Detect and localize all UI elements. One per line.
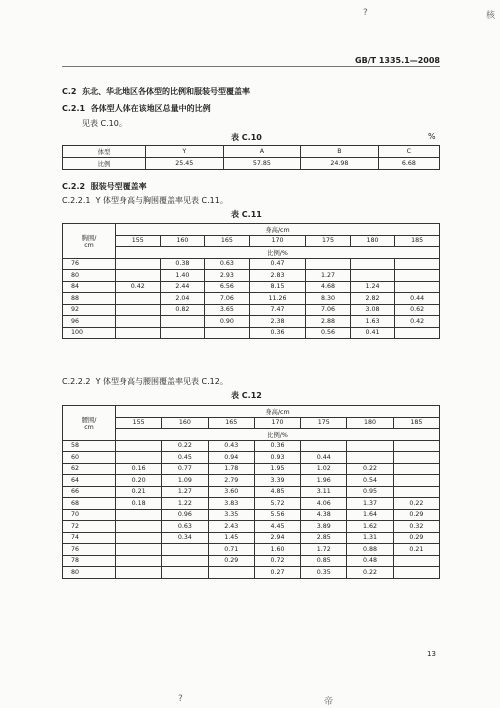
- header-cell: 体型: [63, 146, 146, 158]
- table-cell: 0.29: [393, 509, 439, 521]
- row-label: 76: [63, 258, 116, 270]
- corner-mark-right: 核: [486, 11, 496, 21]
- table-cell: 6.56: [205, 281, 250, 293]
- table-cell: 0.48: [347, 555, 393, 567]
- row-label: 74: [63, 532, 116, 544]
- table-row: [63, 555, 440, 567]
- height-cell: 160: [160, 235, 205, 247]
- table-cell: 4.38: [301, 509, 347, 521]
- table-cell: 3.39: [254, 475, 300, 487]
- table-cell: 0.32: [393, 521, 439, 533]
- table-cell: 1.60: [254, 544, 300, 556]
- table-cell: 11.26: [249, 293, 305, 305]
- table-cell: [393, 463, 439, 475]
- row-label: 100: [63, 327, 116, 339]
- table-row: [63, 258, 440, 270]
- section-c21-text: 见表 C.10。: [82, 119, 127, 128]
- table-cell: [347, 440, 393, 452]
- height-cell: 180: [347, 417, 393, 429]
- table-cell: 5.56: [254, 509, 300, 521]
- table-cell: 4.85: [254, 486, 300, 498]
- table-cell: 3.89: [301, 521, 347, 533]
- table-cell: [162, 544, 208, 556]
- table-cell: 5.72: [254, 498, 300, 510]
- table-row: [63, 544, 440, 556]
- table-cell: [116, 440, 162, 452]
- table-cell: 0.45: [162, 452, 208, 464]
- table-cell: 0.71: [208, 544, 254, 556]
- table-cell: [395, 270, 440, 282]
- row-label: 70: [63, 509, 116, 521]
- table-cell: [116, 509, 162, 521]
- section-title: 服装号型覆盖率: [90, 182, 147, 191]
- table-cell: 0.41: [350, 327, 395, 339]
- table-cell: [116, 316, 161, 328]
- table-cell: 2.93: [205, 270, 250, 282]
- table-cell: 0.72: [254, 555, 300, 567]
- height-cell: 185: [393, 417, 439, 429]
- table-cell: 0.21: [393, 544, 439, 556]
- table-cell: [116, 567, 162, 579]
- table-cell: 1.96: [301, 475, 347, 487]
- height-header: 身高/cm: [116, 224, 440, 236]
- table-cell: 0.22: [162, 440, 208, 452]
- table-cell: 4.68: [306, 281, 351, 293]
- table-cell: 0.95: [347, 486, 393, 498]
- table-row: [63, 158, 440, 170]
- section-number: C.2: [62, 87, 77, 96]
- table-row: [63, 567, 440, 579]
- section-text: Y 体型身高与腰围覆盖率见表 C.12。: [95, 377, 228, 386]
- table-cell: 0.63: [205, 258, 250, 270]
- header-cell: A: [223, 146, 301, 158]
- table-cell: [116, 452, 162, 464]
- table-c11-title: 表 C.11: [231, 210, 262, 219]
- table-cell: 0.85: [301, 555, 347, 567]
- table-cell: [116, 521, 162, 533]
- section-number: C.2.2: [62, 182, 86, 191]
- table-cell: [160, 316, 205, 328]
- height-cell: 185: [395, 235, 440, 247]
- table-cell: 2.88: [306, 316, 351, 328]
- header-cell: Y: [146, 146, 224, 158]
- row-label: 76: [63, 544, 116, 556]
- table-cell: 1.02: [301, 463, 347, 475]
- table-cell: 1.27: [306, 270, 351, 282]
- table-cell: 0.90: [205, 316, 250, 328]
- table-header-row: [63, 417, 440, 429]
- table-cell: 25.45: [146, 158, 224, 170]
- table-cell: 0.29: [208, 555, 254, 567]
- table-c10: [62, 145, 440, 170]
- table-c12-title: 表 C.12: [231, 391, 262, 400]
- table-cell: 0.16: [116, 463, 162, 475]
- row-label: 88: [63, 293, 116, 305]
- row-label: 66: [63, 486, 116, 498]
- row-label: 96: [63, 316, 116, 328]
- table-row: [63, 327, 440, 339]
- height-cell: 165: [208, 417, 254, 429]
- table-cell: [393, 452, 439, 464]
- table-cell: 0.36: [249, 327, 305, 339]
- table-cell: 1.22: [162, 498, 208, 510]
- table-cell: [301, 440, 347, 452]
- table-cell: 0.27: [254, 567, 300, 579]
- table-cell: 0.54: [347, 475, 393, 487]
- table-cell: 0.20: [116, 475, 162, 487]
- table-cell: 2.83: [249, 270, 305, 282]
- table-cell: 0.77: [162, 463, 208, 475]
- table-cell: 6.68: [378, 158, 439, 170]
- table-cell: 2.94: [254, 532, 300, 544]
- table-row: [63, 281, 440, 293]
- row-header-cell: [63, 224, 116, 259]
- ratio-header: 比例/%: [116, 247, 440, 259]
- row-label: 80: [63, 567, 116, 579]
- table-cell: 0.43: [208, 440, 254, 452]
- height-cell: 160: [162, 417, 208, 429]
- table-cell: [395, 327, 440, 339]
- height-cell: 170: [254, 417, 300, 429]
- height-cell: 170: [249, 235, 305, 247]
- row-label: 比例: [63, 158, 146, 170]
- table-cell: 2.79: [208, 475, 254, 487]
- row-label: 68: [63, 498, 116, 510]
- height-header: 身高/cm: [116, 406, 440, 418]
- table-cell: [350, 258, 395, 270]
- table-cell: 1.63: [350, 316, 395, 328]
- table-cell: 1.37: [347, 498, 393, 510]
- table-row: [63, 486, 440, 498]
- table-cell: 24.98: [301, 158, 379, 170]
- table-header-row: [63, 429, 440, 441]
- row-label: 64: [63, 475, 116, 487]
- table-cell: 0.36: [254, 440, 300, 452]
- section-c222: [62, 376, 228, 387]
- table-row: [63, 270, 440, 282]
- table-cell: [116, 327, 161, 339]
- table-cell: [162, 555, 208, 567]
- table-cell: 1.64: [347, 509, 393, 521]
- table-cell: 0.63: [162, 521, 208, 533]
- height-cell: 180: [350, 235, 395, 247]
- table-cell: [162, 567, 208, 579]
- table-cell: 4.06: [301, 498, 347, 510]
- table-cell: 0.22: [393, 498, 439, 510]
- table-cell: 1.78: [208, 463, 254, 475]
- table-row: [63, 452, 440, 464]
- table-row: [63, 440, 440, 452]
- section-text: Y 体型身高与胸围覆盖率见表 C.11。: [95, 196, 228, 205]
- row-label: 84: [63, 281, 116, 293]
- table-cell: [208, 567, 254, 579]
- header-cell: C: [378, 146, 439, 158]
- table-c10-title: 表 C.10: [231, 133, 262, 142]
- table-cell: 3.08: [350, 304, 395, 316]
- row-label: 80: [63, 270, 116, 282]
- table-c11: [62, 223, 440, 339]
- table-cell: 0.38: [160, 258, 205, 270]
- table-cell: 3.83: [208, 498, 254, 510]
- table-cell: 0.18: [116, 498, 162, 510]
- table-row: [63, 316, 440, 328]
- table-cell: 2.85: [301, 532, 347, 544]
- table-row: [63, 304, 440, 316]
- table-cell: 7.47: [249, 304, 305, 316]
- section-number: C.2.1: [62, 104, 86, 113]
- row-label: 58: [63, 440, 116, 452]
- row-label: 78: [63, 555, 116, 567]
- table-cell: [393, 475, 439, 487]
- table-cell: [116, 293, 161, 305]
- bottom-mark-right: 帝: [324, 697, 334, 707]
- table-cell: 1.62: [347, 521, 393, 533]
- height-cell: 165: [205, 235, 250, 247]
- table-cell: 2.43: [208, 521, 254, 533]
- row-header-line: 胸围/: [81, 234, 97, 242]
- page-number: 13: [427, 650, 436, 658]
- row-label: 72: [63, 521, 116, 533]
- table-cell: [393, 555, 439, 567]
- table-cell: [393, 567, 439, 579]
- table-cell: 0.34: [162, 532, 208, 544]
- table-cell: [395, 281, 440, 293]
- bottom-mark-left: ?: [178, 694, 183, 704]
- section-c221: [62, 195, 228, 206]
- table-cell: 0.62: [395, 304, 440, 316]
- table-row: [63, 498, 440, 510]
- height-cell: 155: [116, 235, 161, 247]
- height-cell: 175: [301, 417, 347, 429]
- table-cell: 3.35: [208, 509, 254, 521]
- table-row: [63, 509, 440, 521]
- table-cell: 0.21: [116, 486, 162, 498]
- section-number: C.2.2.2: [62, 377, 91, 386]
- table-cell: 0.22: [347, 567, 393, 579]
- table-cell: [393, 486, 439, 498]
- table-row: [63, 463, 440, 475]
- table-header-row: [63, 406, 440, 418]
- table-cell: [116, 544, 162, 556]
- table-cell: 3.11: [301, 486, 347, 498]
- table-cell: 3.60: [208, 486, 254, 498]
- table-c12: [62, 405, 440, 579]
- row-label: 60: [63, 452, 116, 464]
- row-label: 92: [63, 304, 116, 316]
- table-row: [63, 521, 440, 533]
- table-cell: [347, 452, 393, 464]
- table-cell: 7.06: [205, 293, 250, 305]
- height-cell: 155: [116, 417, 162, 429]
- table-cell: [205, 327, 250, 339]
- row-header-line: cm: [84, 241, 94, 249]
- table-cell: 0.22: [347, 463, 393, 475]
- table-cell: [116, 532, 162, 544]
- table-cell: [350, 270, 395, 282]
- table-cell: 0.44: [301, 452, 347, 464]
- row-label: 62: [63, 463, 116, 475]
- row-header-cell: [63, 406, 116, 441]
- table-cell: 57.85: [223, 158, 301, 170]
- table-cell: 1.95: [254, 463, 300, 475]
- table-cell: 0.47: [249, 258, 305, 270]
- table-cell: 1.09: [162, 475, 208, 487]
- table-cell: 0.29: [393, 532, 439, 544]
- table-cell: 8.15: [249, 281, 305, 293]
- table-cell: 0.82: [160, 304, 205, 316]
- table-cell: [116, 258, 161, 270]
- header-cell: B: [301, 146, 379, 158]
- table-c10-unit: %: [428, 132, 436, 141]
- row-header-line: cm: [84, 423, 94, 431]
- table-cell: [116, 304, 161, 316]
- table-cell: 1.72: [301, 544, 347, 556]
- table-cell: [116, 270, 161, 282]
- table-cell: 0.96: [162, 509, 208, 521]
- section-title: 各体型人体在该地区总量中的比例: [90, 104, 211, 113]
- row-header-line: 腰围/: [81, 416, 97, 424]
- table-cell: [116, 555, 162, 567]
- table-cell: 1.24: [350, 281, 395, 293]
- table-cell: 4.45: [254, 521, 300, 533]
- table-header-row: [63, 247, 440, 259]
- table-row: [63, 532, 440, 544]
- table-cell: 8.30: [306, 293, 351, 305]
- table-cell: [393, 440, 439, 452]
- table-cell: 2.38: [249, 316, 305, 328]
- table-row: [63, 293, 440, 305]
- table-cell: 1.45: [208, 532, 254, 544]
- standard-number: GB/T 1335.1—2008: [355, 56, 440, 65]
- table-cell: 3.65: [205, 304, 250, 316]
- ratio-header: 比例/%: [116, 429, 440, 441]
- table-cell: 1.40: [160, 270, 205, 282]
- table-cell: [395, 258, 440, 270]
- section-c2: [62, 86, 250, 97]
- table-cell: 2.44: [160, 281, 205, 293]
- section-c21: [62, 103, 211, 114]
- corner-mark-left: ?: [363, 8, 368, 18]
- table-cell: 1.31: [347, 532, 393, 544]
- table-cell: 1.27: [162, 486, 208, 498]
- section-title: 东北、华北地区各体型的比例和服装号型覆盖率: [82, 87, 251, 96]
- table-cell: [160, 327, 205, 339]
- table-cell: 2.04: [160, 293, 205, 305]
- table-header-row: [63, 146, 440, 158]
- table-cell: [306, 258, 351, 270]
- table-cell: 0.94: [208, 452, 254, 464]
- table-row: [63, 475, 440, 487]
- table-cell: 0.42: [116, 281, 161, 293]
- table-cell: 0.44: [395, 293, 440, 305]
- table-cell: 0.93: [254, 452, 300, 464]
- table-cell: 0.42: [395, 316, 440, 328]
- height-cell: 175: [306, 235, 351, 247]
- table-cell: 2.82: [350, 293, 395, 305]
- table-header-row: [63, 235, 440, 247]
- table-header-row: [63, 224, 440, 236]
- table-cell: 0.35: [301, 567, 347, 579]
- table-cell: 0.88: [347, 544, 393, 556]
- table-cell: 0.56: [306, 327, 351, 339]
- section-c22: [62, 181, 147, 192]
- table-cell: 7.06: [306, 304, 351, 316]
- section-number: C.2.2.1: [62, 196, 91, 205]
- header-rule: [62, 66, 440, 67]
